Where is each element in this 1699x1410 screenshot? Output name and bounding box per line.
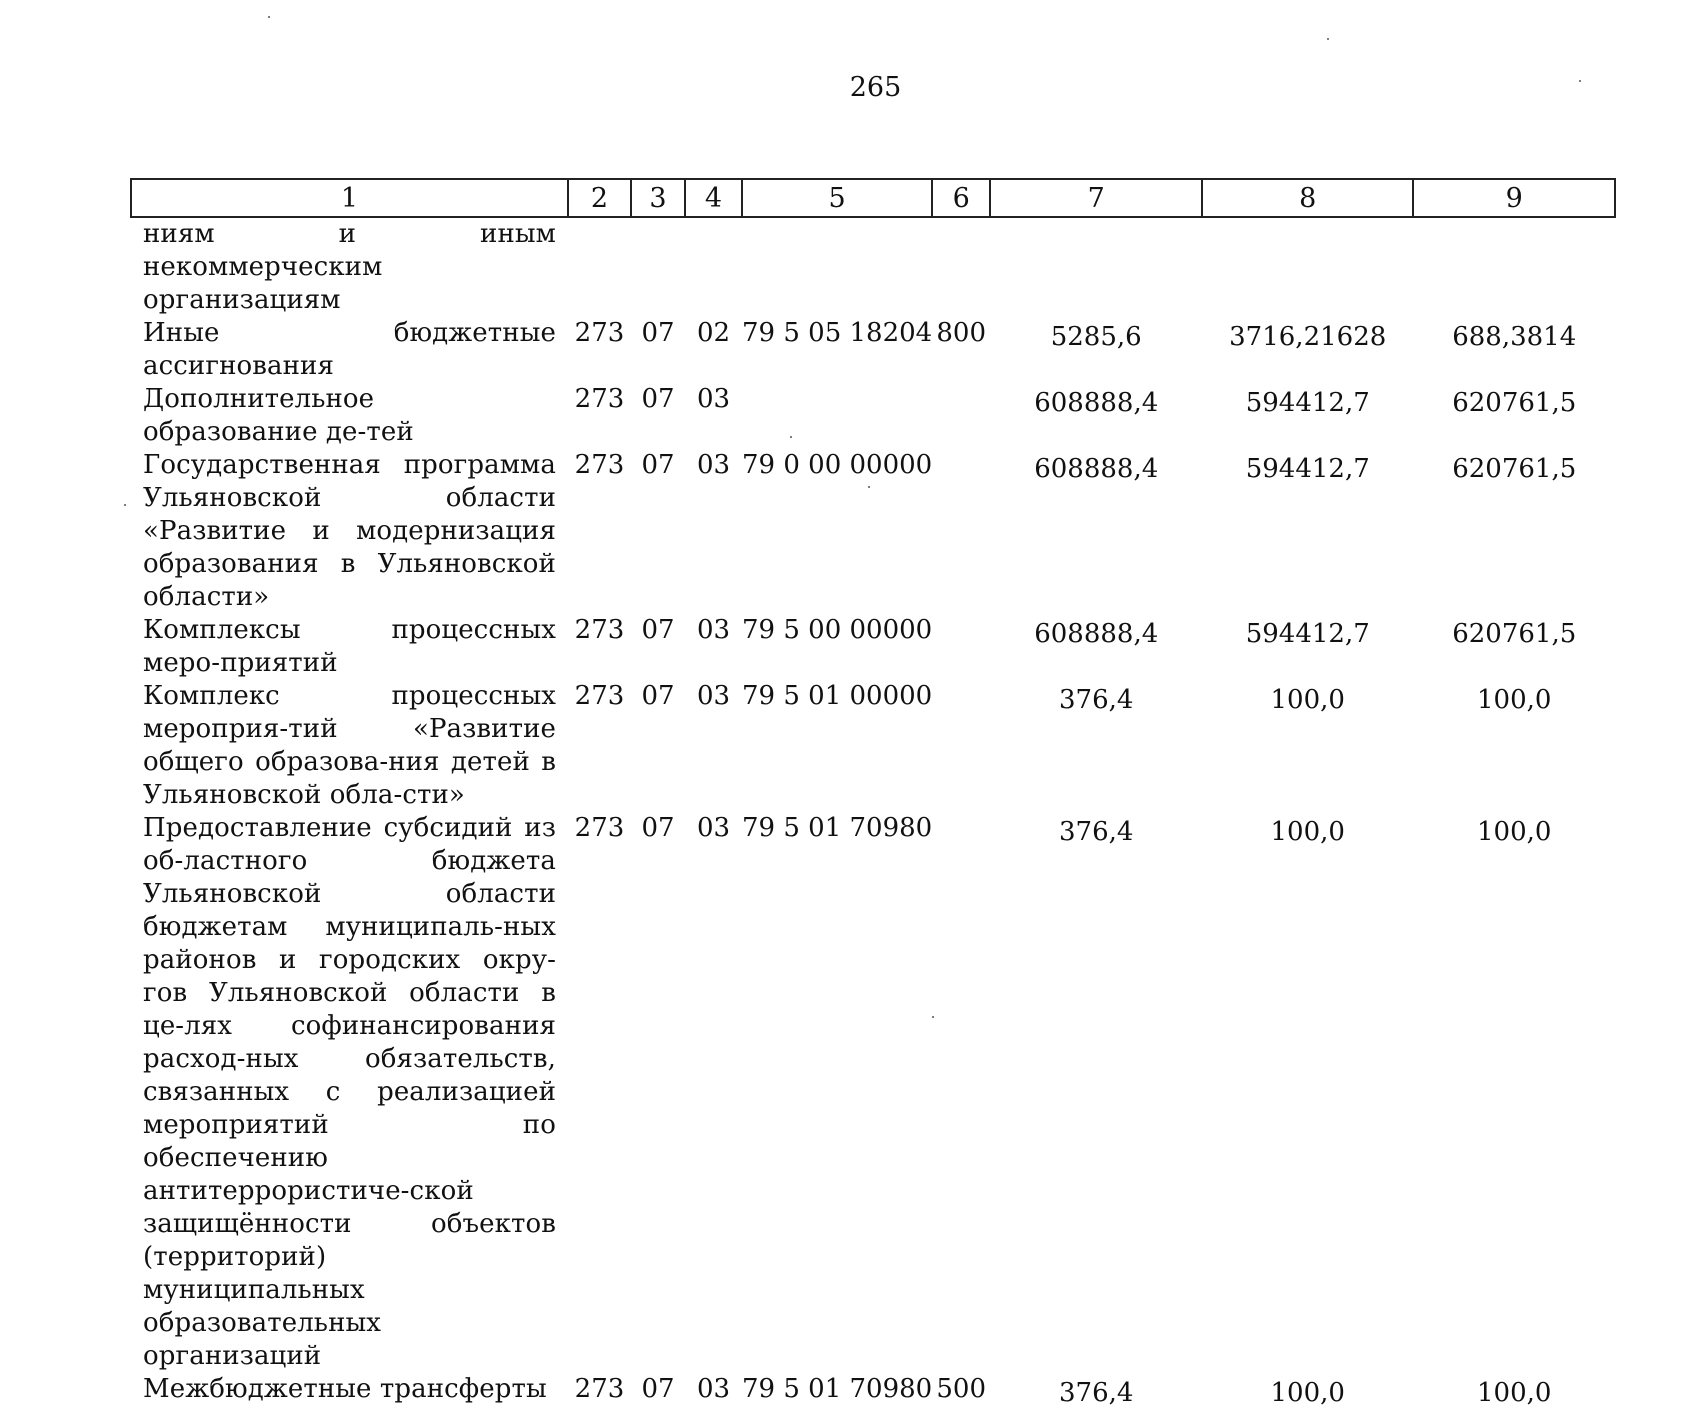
budget-table <box>130 178 1616 1410</box>
cell-col3: 07 <box>641 450 675 480</box>
cell-col5: 79 0 00 00000 <box>742 450 933 480</box>
scan-speck <box>932 1016 934 1018</box>
cell-col9: 620761,5 <box>1452 388 1577 418</box>
scan-speck <box>1327 38 1329 40</box>
row-name: Комплекс процессных мероприя-тий «Развитие общего образова-ния детей в Ульяновской обла-сти» <box>143 681 556 810</box>
row-name: Межбюджетные трансферты <box>143 1374 547 1404</box>
row-name: Иные бюджетные ассигнования <box>143 318 556 381</box>
column-header-6: 6 <box>932 179 990 217</box>
table-row <box>131 614 1615 680</box>
cell-col8: 594412,7 <box>1245 619 1370 649</box>
column-header-3: 3 <box>631 179 685 217</box>
cell-col3: 07 <box>641 813 675 843</box>
cell-col6 <box>932 680 990 812</box>
column-header-9: 9 <box>1413 179 1615 217</box>
cell-col6 <box>932 614 990 680</box>
cell-col8 <box>1202 217 1413 317</box>
cell-col7: 376,4 <box>1059 817 1134 847</box>
cell-col6 <box>932 217 990 317</box>
table-row <box>131 812 1615 1373</box>
table-row <box>131 1373 1615 1410</box>
page-number: 265 <box>849 72 902 103</box>
cell-col2: 273 <box>574 681 625 711</box>
scan-speck <box>268 16 270 18</box>
cell-col3: 07 <box>641 681 675 711</box>
cell-col6 <box>932 383 990 449</box>
table-row <box>131 383 1615 449</box>
cell-col8: 100,0 <box>1270 685 1345 715</box>
cell-col8: 100,0 <box>1270 1378 1345 1408</box>
cell-col3: 07 <box>641 615 675 645</box>
row-name: Комплексы процессных меро-приятий <box>143 615 556 678</box>
cell-col7: 608888,4 <box>1034 619 1159 649</box>
cell-col9: 100,0 <box>1477 817 1552 847</box>
cell-col6 <box>932 812 990 1373</box>
cell-col9: 688,3814 <box>1452 322 1577 352</box>
cell-col5: 79 5 01 00000 <box>742 681 933 711</box>
cell-col4: 02 <box>696 318 731 348</box>
cell-col2: 273 <box>574 384 625 414</box>
row-name: Дополнительное образование де-тей <box>143 384 414 447</box>
column-header-1: 1 <box>131 179 568 217</box>
cell-col6: 800 <box>936 318 987 348</box>
cell-col2: 273 <box>574 1374 625 1404</box>
cell-col8: 100,0 <box>1270 817 1345 847</box>
cell-col5: 79 5 05 18204 <box>742 318 933 348</box>
cell-col7 <box>990 217 1202 317</box>
cell-col7: 608888,4 <box>1034 388 1159 418</box>
column-header-5: 5 <box>742 179 932 217</box>
cell-col3 <box>631 217 685 317</box>
column-header-4: 4 <box>685 179 742 217</box>
table-row <box>131 449 1615 614</box>
scan-speck <box>790 436 792 438</box>
cell-col6: 500 <box>936 1374 987 1404</box>
cell-col4: 03 <box>696 615 731 645</box>
cell-col5: 79 5 01 70980 <box>742 813 933 843</box>
cell-col9: 620761,5 <box>1452 619 1577 649</box>
row-name: Предоставление субсидий из об-ластного бюджета Ульяновской области бюджетам муниципаль-ных районов и городских окру-гов Ульяновской области в це-лях софинансирования расход-ных обязательств, связанных с реализацией мероприятий по обеспечению антитеррористиче-ской защищённости объектов (территорий) муниципальных образовательных организаций <box>143 813 556 1371</box>
cell-col5: 79 5 00 00000 <box>742 615 933 645</box>
row-name: Государственная программа Ульяновской области «Развитие и модернизация образования в Ульяновской области» <box>143 450 556 612</box>
cell-col9: 100,0 <box>1477 1378 1552 1408</box>
cell-col9: 620761,5 <box>1452 454 1577 484</box>
cell-col4 <box>685 217 742 317</box>
header-row <box>131 179 1615 217</box>
row-name: ниям и иным некоммерческим организациям <box>143 219 556 315</box>
cell-col6 <box>932 449 990 614</box>
cell-col5: 79 5 01 70980 <box>742 1374 933 1404</box>
cell-col7: 376,4 <box>1059 685 1134 715</box>
cell-col4: 03 <box>696 384 731 414</box>
cell-col3: 07 <box>641 1374 675 1404</box>
cell-col2: 273 <box>574 318 625 348</box>
cell-col5 <box>742 217 932 317</box>
cell-col8: 3716,21628 <box>1229 322 1387 352</box>
cell-col7: 608888,4 <box>1034 454 1159 484</box>
cell-col2: 273 <box>574 450 625 480</box>
scan-speck <box>124 504 126 506</box>
cell-col3: 07 <box>641 318 675 348</box>
cell-col2: 273 <box>574 615 625 645</box>
table-row <box>131 317 1615 383</box>
cell-col4: 03 <box>696 450 731 480</box>
cell-col8: 594412,7 <box>1245 388 1370 418</box>
table-row <box>131 680 1615 812</box>
table-row <box>131 217 1615 317</box>
scan-speck <box>1579 80 1581 82</box>
cell-col9: 100,0 <box>1477 685 1552 715</box>
cell-col2 <box>568 217 631 317</box>
cell-col2: 273 <box>574 813 625 843</box>
cell-col4: 03 <box>696 1374 731 1404</box>
column-header-7: 7 <box>990 179 1202 217</box>
cell-col9 <box>1413 217 1615 317</box>
cell-col3: 07 <box>641 384 675 414</box>
column-header-2: 2 <box>568 179 631 217</box>
cell-col4: 03 <box>696 681 731 711</box>
cell-col7: 376,4 <box>1059 1378 1134 1408</box>
column-header-8: 8 <box>1202 179 1413 217</box>
scan-speck <box>868 486 870 488</box>
cell-col7: 5285,6 <box>1050 322 1142 352</box>
cell-col4: 03 <box>696 813 731 843</box>
cell-col5 <box>742 383 932 449</box>
cell-col8: 594412,7 <box>1245 454 1370 484</box>
